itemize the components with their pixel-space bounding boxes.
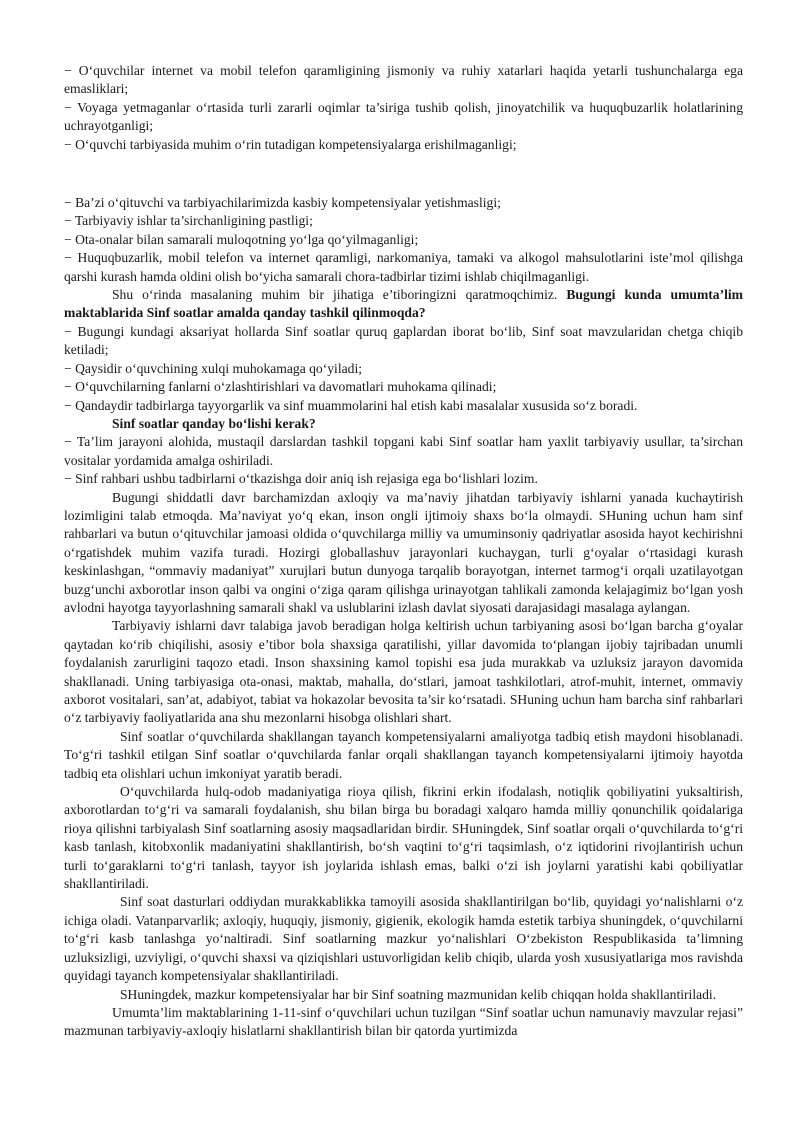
section-heading: Sinf soatlar qanday bo‘lishi kerak? (112, 415, 316, 431)
list-item: − O‘quvchilar internet va mobil telefon qaramligining jismoniy va ruhiy xatarlari haqida yetarli tushunchalarga ega emasliklari; (64, 63, 743, 97)
list-item: − Ota-onalar bilan samarali muloqotning yo‘lga qo‘yilmaganligi; (64, 231, 419, 247)
list-item: − Qaysidir o‘quvchining xulqi muhokamaga qo‘yiladi; (64, 360, 362, 376)
list-item: − Qandaydir tadbirlarga tayyorgarlik va sinf muammolarini hal etish kabi masalalar xususida so‘z boradi. (64, 397, 638, 413)
list-item: − Bugungi kundagi aksariyat hollarda Sinf soatlar quruq gaplardan iborat bo‘lib, Sinf soat mavzularidan chetga chiqib ketiladi; (64, 323, 743, 358)
list-item: − Ta’lim jarayoni alohida, mustaqil darslardan tashkil topgani kabi Sinf soatlar ham yaxlit tarbiyaviy usullar, ta’sirchan vositalar yordamida amalga oshiriladi. (64, 434, 743, 468)
list-item: − Huquqbuzarlik, mobil telefon va internet qaramligi, narkomaniya, tamaki va alkogol mahsulotlarini iste’mol qilishga qarshi kurash hamda oldini olish bo‘yicha samarali chora-tadbirlar tizimi ishlab chiqilmaganligi. (64, 250, 743, 284)
focus-lead: Shu o‘rinda masalaning muhim bir jihatiga e’tiboringizni qaratmoqchimiz. (112, 287, 567, 303)
focus-paragraph (64, 286, 743, 323)
list-item: − Tarbiyaviy ishlar ta’sirchanligining pastligi; (64, 213, 313, 229)
list-item: − O‘quvchilarning fanlarni o‘zlashtirishlari va davomatlari muhokama qilinadi; (64, 379, 497, 395)
list-item: − Voyaga yetmaganlar o‘rtasida turli zararli oqimlar ta’siriga tushib qolish, jinoyatchilik va huquqbuzarlik holatlarining uchrayotganligi; (64, 99, 743, 134)
body-paragraph: Umumta’lim maktablarining 1-11-sinf o‘quvchilari uchun tuzilgan “Sinf soatlar uchun namunaviy mavzular rejasi” mazmunan tarbiyaviy-axloqiy hislatlarni shakllantirish bilan bir qatorda yurtimizda (64, 1004, 743, 1039)
body-paragraph: Bugungi shiddatli davr barchamizdan axloqiy va ma’naviy jihatdan tarbiyaviy ishlarni yanada kuchaytirish lozimligini talab etmoqda. Ma’naviyat yo‘q ekan, inson ongli ijtimoiy shaxs bo‘la olmaydi. SHuning uchun ham sinf rahbarlari va butun o‘qituvchilar jamoasi oldida o‘quvchilarga milliy va umuminsoniy qadriyatlar asosida hayot kechirishni o‘rgatishdek muhim vazifa turadi. Hozirgi globallashuv jarayonlari kuchaygan, turli g‘oyalar o‘rtasidagi kurash keskinlashgan, “ommaviy madaniyat” xurujlari butun dunyoga tarqalib borayotgan, internet tarmog‘i orqali uzatilayotgan buzg‘unchi axborotlar inson qalbi va ongini o‘ziga qaram qilishga urinayotgan tahlikali zamonda kelajagimiz bo‘lgan yosh avlodni hayotga tayyorlashning samarali shakl va uslublarini izlash davlat siyosati darajasidagi masalaga aylangan. (64, 489, 743, 615)
body-paragraph: O‘quvchilarda hulq-odob madaniyatiga rioya qilish, fikrini erkin ifodalash, notiqlik qobiliyatini yuksaltirish, axborotlardan to‘g‘ri va samarali foydalanish, shu bilan birga bu boradagi xalqaro hamda milliy qonunchilik qoidalariga rioya qilishni tarbiyalash Sinf soatlarning asosiy maqsadlaridan birdir. SHuningdek, Sinf soatlar orqali o‘quvchilarda to‘g‘ri kasb tanlash, kitobxonlik madaniyatini shakllantirish, bo‘sh vaqtini to‘g‘ri taqsimlash, o‘z iqtidorini rivojlantirish uchun turli to‘garaklarni to‘g‘ri tanlash, tayyor ish joylarida ishlash emas, balki o‘zi ish joylarni yaratishi kabi qobiliyatlar shakllantiriladi. (64, 784, 743, 892)
body-paragraph: Sinf soatlar o‘quvchilarda shakllangan tayanch kompetensiyalarni amaliyotga tadbiq etish maydoni hisoblanadi. To‘g‘ri tashkil etilgan Sinf soatlar o‘quvchilarda fanlar orqali shakllangan tayanch kompetensiyalarni ijtimoiy hayotda tadbiq eta olishlari uchun imkoniyat yaratib beradi. (64, 728, 743, 781)
focus-question: Bugungi kunda umumta’lim maktablarida Sinf soatlar amalda qanday tashkil qilinmoqda? (64, 287, 743, 321)
list-item: − Ba’zi o‘qituvchi va tarbiyachilarimizda kasbiy kompetensiyalar yetishmasligi; (64, 195, 501, 211)
list-item: − Sinf rahbari ushbu tadbirlarni o‘tkazishga doir aniq ish rejasiga ega bo‘lishlari lozim. (64, 471, 538, 487)
body-paragraph: SHuningdek, mazkur kompetensiyalar har bir Sinf soatning mazmunidan kelib chiqqan holda shakllantiriladi. (120, 986, 717, 1002)
body-paragraph: Tarbiyaviy ishlarni davr talabiga javob beradigan holga keltirish uchun tarbiyaning asosi bo‘lgan barcha g‘oyalar qaytadan ko‘rib chiqilishi, asosiy e’tibor bola shaxsiga qaratilishi, yillar davomida to‘plangan ijobiy tajribadan unumli foydalanish zarurligini taqozo etadi. Inson shaxsining kamol topishi esa juda murakkab va uzluksiz jarayon davomida shakllanadi. Uning tarbiyasiga ota-onasi, maktab, mahalla, do‘stlari, jamoat tashkilotlari, atrof-muhit, internet, ommaviy axborot vositalari, san’at, adabiyot, tabiat va hokazolar bevosita ta’sir ko‘rsatadi. SHuning uchun ham barcha sinf rahbarlari o‘z tarbiyaviy faoliyatlarida ana shu mezonlarni hisobga olishlari shart. (64, 618, 743, 726)
list-item: − O‘quvchi tarbiyasida muhim o‘rin tutadigan kompetensiyalarga erishilmaganligi; (64, 136, 517, 152)
blank-gap (64, 154, 743, 194)
body-paragraph: Sinf soat dasturlari oddiydan murakkablikka tamoyili asosida shakllantirilgan bo‘lib, quyidagi yo‘nalishlarni o‘z ichiga oladi. Vatanparvarlik; axloqiy, huquqiy, jismoniy, gigienik, ekologik hamda estetik tarbiya shuningdek, o‘quvchilarni to‘g‘ri kasb tanlashga yo‘naltiradi. Sinf soatlarning mazkur yo‘nalishlari O‘zbekiston Respublikasida ta’limning uzluksizligi, uzviyligi, o‘quvchi shaxsi va qiziqishlari ustuvorligidan kelib chiqib, ularda yosh xususiyatlariga mos ravishda quyidagi tayanch kompetensiyalar shakllantiriladi. (64, 894, 743, 984)
